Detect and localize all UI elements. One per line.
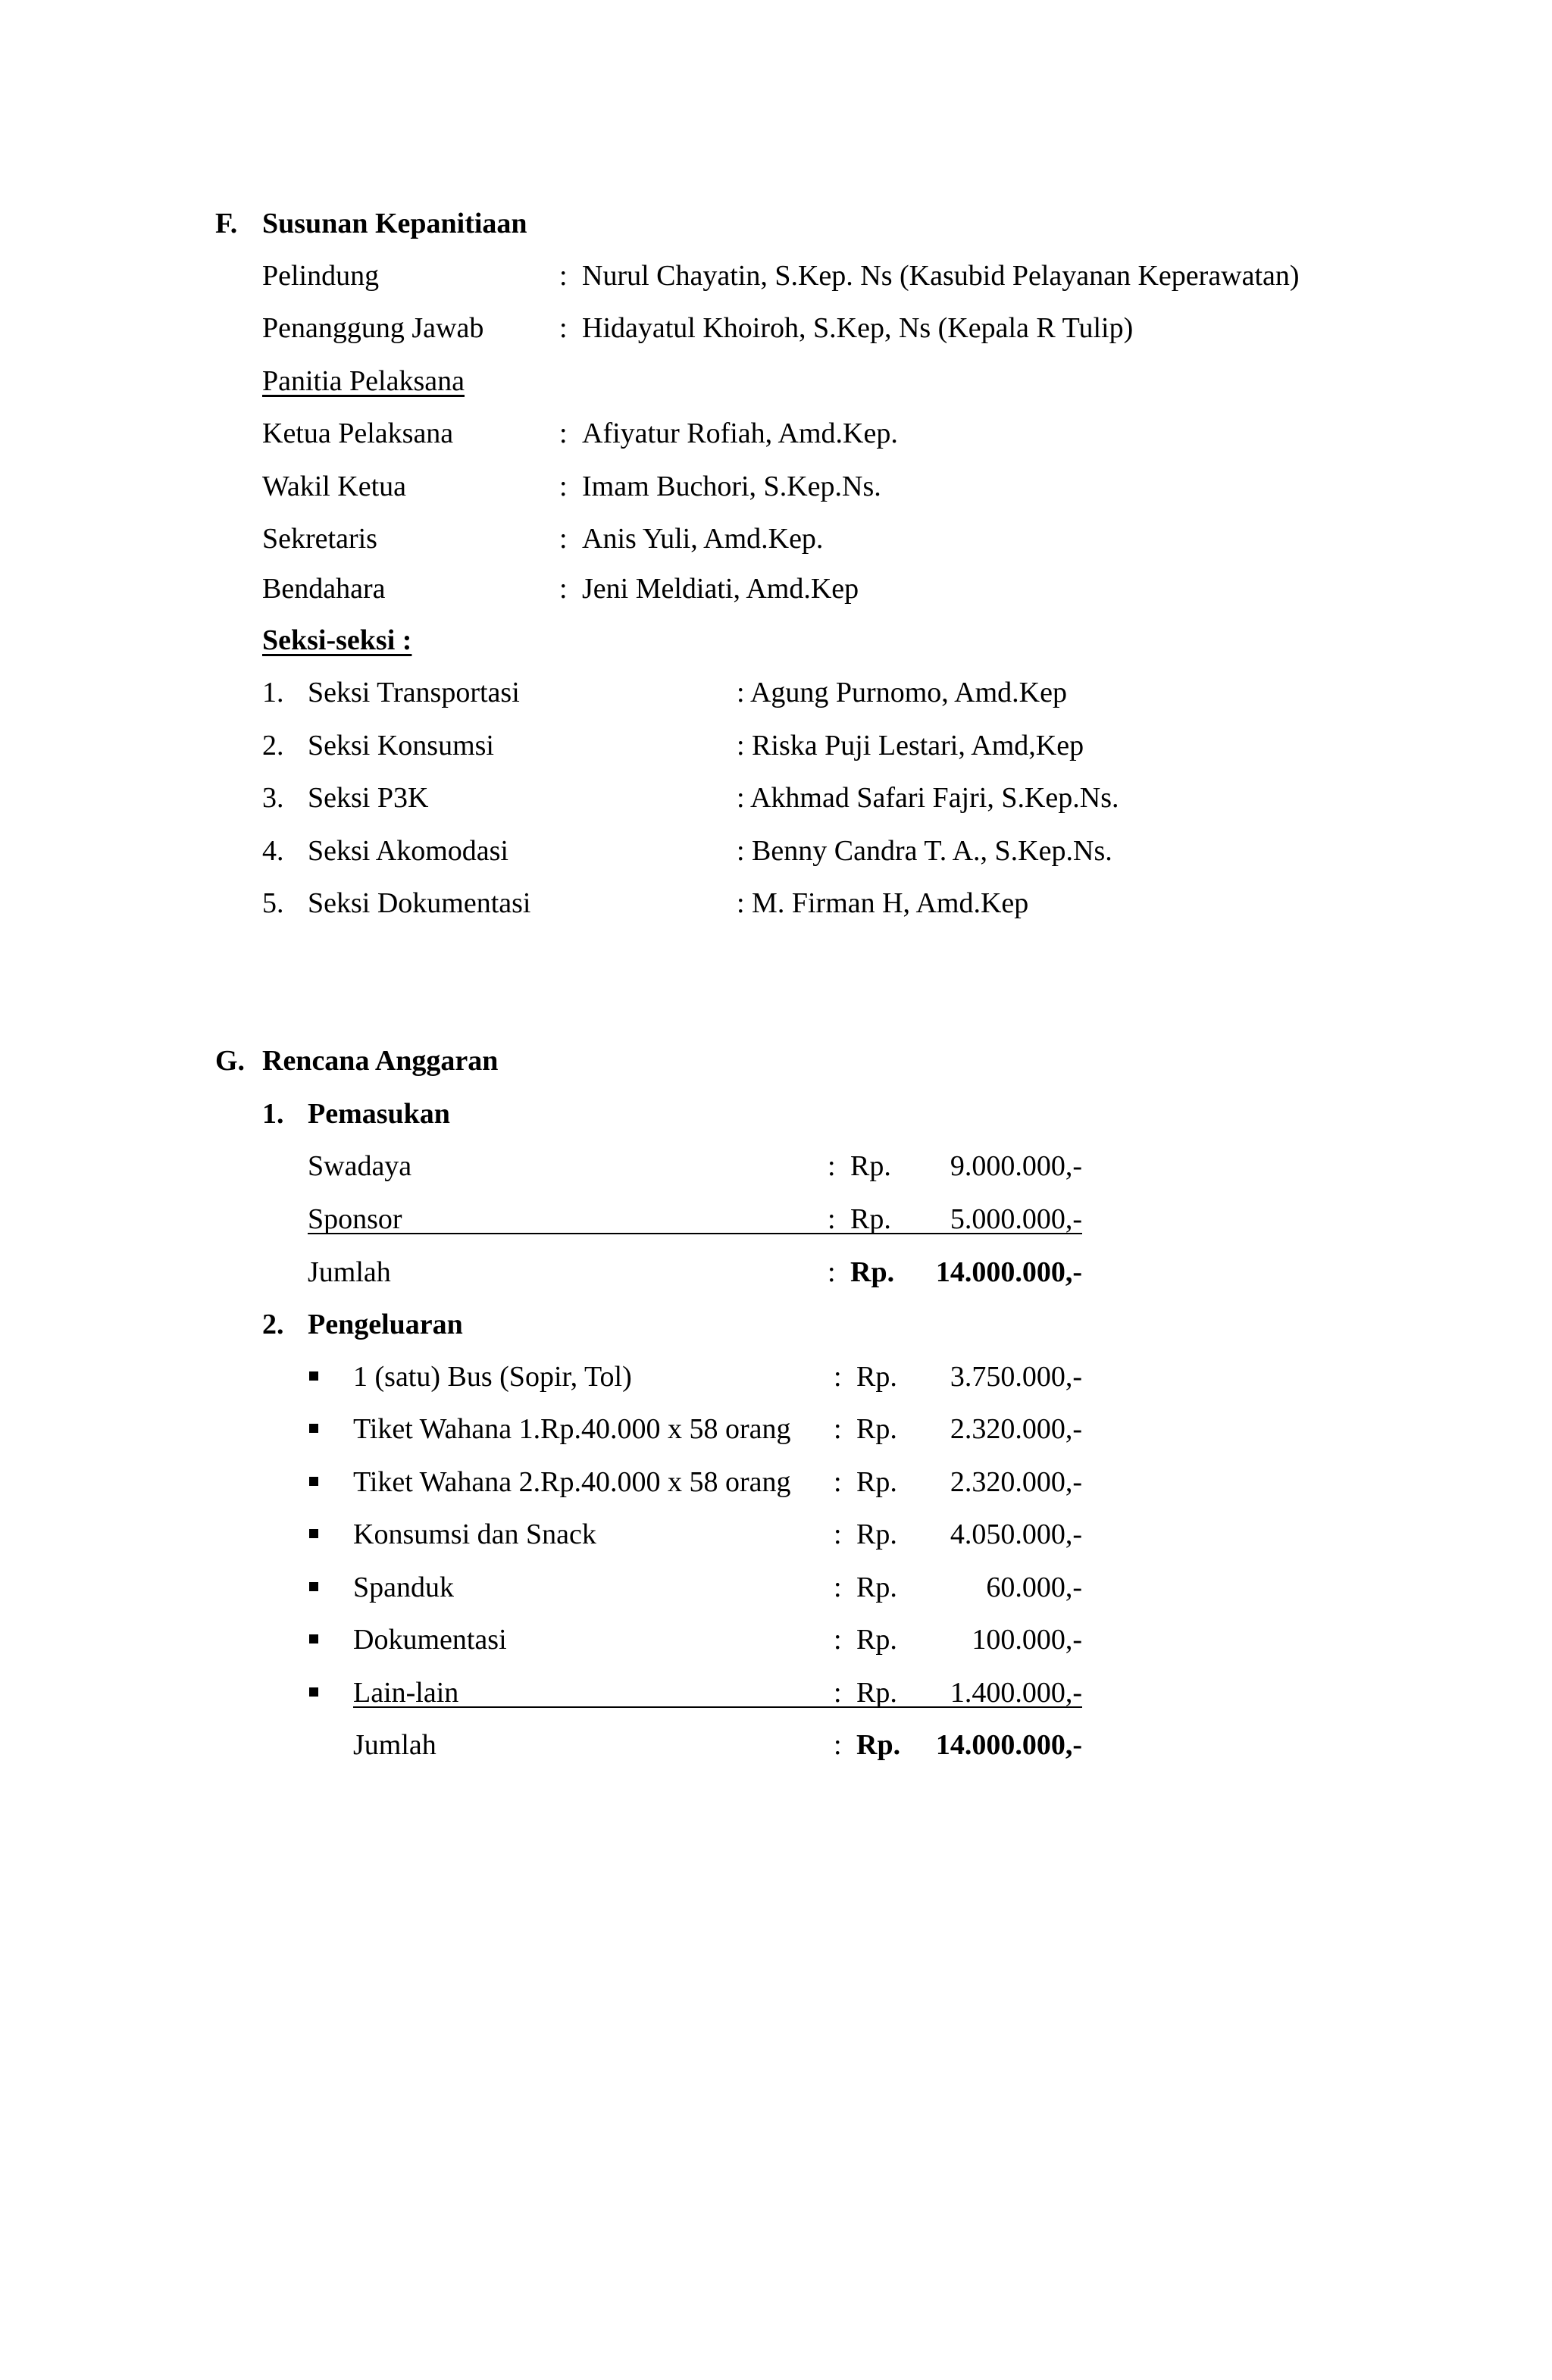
income-colon: :: [828, 1150, 836, 1182]
expense-colon: :: [834, 1466, 842, 1498]
expense-colon: :: [834, 1361, 842, 1393]
wakil-value: Imam Buchori, S.Kep.Ns.: [582, 471, 881, 502]
seksi-num: 1.: [262, 677, 284, 708]
seksi-label: Seksi Akomodasi: [308, 835, 508, 867]
seksi-value: : Agung Purnomo, Amd.Kep: [737, 677, 1067, 708]
seksi-heading: Seksi-seksi :: [262, 624, 412, 656]
pelindung-colon: :: [559, 260, 568, 292]
income-label: Swadaya: [308, 1150, 412, 1182]
expense-amount: 100.000,-: [972, 1624, 1082, 1656]
expense-currency: Rp.: [856, 1466, 897, 1498]
expense-total-label: Jumlah: [353, 1729, 436, 1761]
seksi-value: : M. Firman H, Amd.Kep: [737, 887, 1029, 919]
pengeluaran-title: Pengeluaran: [308, 1309, 463, 1340]
expense-total-amount: 14.000.000,-: [935, 1729, 1082, 1761]
expense-label: Lain-lain: [353, 1677, 459, 1709]
expense-amount: 1.400.000,-: [950, 1677, 1082, 1709]
income-total-amount: 14.000.000,-: [935, 1256, 1082, 1288]
seksi-label: Seksi Transportasi: [308, 677, 520, 708]
expense-currency: Rp.: [856, 1572, 897, 1603]
bullet-icon: [309, 1424, 318, 1433]
expense-currency: Rp.: [856, 1518, 897, 1550]
seksi-value: : Benny Candra T. A., S.Kep.Ns.: [737, 835, 1112, 867]
expense-colon: :: [834, 1518, 842, 1550]
bullet-icon: [309, 1371, 318, 1381]
expense-label: Konsumsi dan Snack: [353, 1518, 596, 1550]
expense-amount: 60.000,-: [986, 1572, 1082, 1603]
wakil-label: Wakil Ketua: [262, 471, 407, 502]
penanggung-jawab-label: Penanggung Jawab: [262, 312, 484, 344]
income-total-rule: [308, 1233, 1082, 1234]
expense-label: Spanduk: [353, 1572, 454, 1603]
pengeluaran-num: 2.: [262, 1309, 284, 1340]
expense-colon: :: [834, 1413, 842, 1445]
bendahara-label: Bendahara: [262, 573, 386, 605]
seksi-label: Seksi Dokumentasi: [308, 887, 531, 919]
pelindung-value: Nurul Chayatin, S.Kep. Ns (Kasubid Pelayanan Keperawatan): [582, 260, 1300, 292]
bendahara-value: Jeni Meldiati, Amd.Kep: [582, 573, 859, 605]
sekretaris-label: Sekretaris: [262, 523, 377, 555]
section-g-title: Rencana Anggaran: [262, 1045, 499, 1077]
expense-currency: Rp.: [856, 1624, 897, 1656]
seksi-label: Seksi P3K: [308, 782, 429, 814]
income-colon: :: [828, 1203, 836, 1235]
expense-label: Tiket Wahana 1.Rp.40.000 x 58 orang: [353, 1413, 791, 1445]
income-total-label: Jumlah: [308, 1256, 391, 1288]
expense-label: Tiket Wahana 2.Rp.40.000 x 58 orang: [353, 1466, 791, 1498]
expense-label: 1 (satu) Bus (Sopir, Tol): [353, 1361, 632, 1393]
ketua-colon: :: [559, 418, 568, 449]
income-amount: 5.000.000,-: [950, 1203, 1082, 1235]
seksi-num: 5.: [262, 887, 284, 919]
bullet-icon: [309, 1634, 318, 1643]
expense-amount: 4.050.000,-: [950, 1518, 1082, 1550]
expense-amount: 2.320.000,-: [950, 1466, 1082, 1498]
bullet-icon: [309, 1687, 318, 1697]
pemasukan-title: Pemasukan: [308, 1098, 450, 1130]
expense-label: Dokumentasi: [353, 1624, 507, 1656]
income-amount: 9.000.000,-: [950, 1150, 1082, 1182]
wakil-colon: :: [559, 471, 568, 502]
expense-amount: 3.750.000,-: [950, 1361, 1082, 1393]
pemasukan-num: 1.: [262, 1098, 284, 1130]
expense-total-rule: [353, 1706, 1082, 1708]
ketua-value: Afiyatur Rofiah, Amd.Kep.: [582, 418, 898, 449]
income-label: Sponsor: [308, 1203, 402, 1235]
sekretaris-colon: :: [559, 523, 568, 555]
expense-currency: Rp.: [856, 1413, 897, 1445]
seksi-num: 2.: [262, 730, 284, 762]
seksi-value: : Riska Puji Lestari, Amd,Kep: [737, 730, 1084, 762]
expense-currency: Rp.: [856, 1361, 897, 1393]
bullet-icon: [309, 1529, 318, 1538]
penanggung-jawab-value: Hidayatul Khoiroh, S.Kep, Ns (Kepala R Tulip): [582, 312, 1134, 344]
income-currency: Rp.: [850, 1203, 891, 1235]
expense-total-colon: :: [834, 1729, 842, 1761]
section-g-letter: G.: [215, 1045, 246, 1077]
seksi-num: 4.: [262, 835, 284, 867]
ketua-label: Ketua Pelaksana: [262, 418, 454, 449]
bendahara-colon: :: [559, 573, 568, 605]
expense-currency: Rp.: [856, 1677, 897, 1709]
section-f-title: Susunan Kepanitiaan: [262, 208, 527, 239]
expense-total-currency: Rp.: [856, 1729, 901, 1761]
seksi-num: 3.: [262, 782, 284, 814]
penanggung-jawab-colon: :: [559, 312, 568, 344]
section-f-letter: F.: [215, 208, 238, 239]
income-total-colon: :: [828, 1256, 836, 1288]
bullet-icon: [309, 1477, 318, 1486]
panitia-heading: Panitia Pelaksana: [262, 365, 465, 397]
income-currency: Rp.: [850, 1150, 891, 1182]
expense-amount: 2.320.000,-: [950, 1413, 1082, 1445]
seksi-label: Seksi Konsumsi: [308, 730, 494, 762]
expense-colon: :: [834, 1624, 842, 1656]
income-total-currency: Rp.: [850, 1256, 895, 1288]
expense-colon: :: [834, 1572, 842, 1603]
pelindung-label: Pelindung: [262, 260, 380, 292]
bullet-icon: [309, 1582, 318, 1591]
expense-colon: :: [834, 1677, 842, 1709]
sekretaris-value: Anis Yuli, Amd.Kep.: [582, 523, 824, 555]
seksi-value: : Akhmad Safari Fajri, S.Kep.Ns.: [737, 782, 1119, 814]
